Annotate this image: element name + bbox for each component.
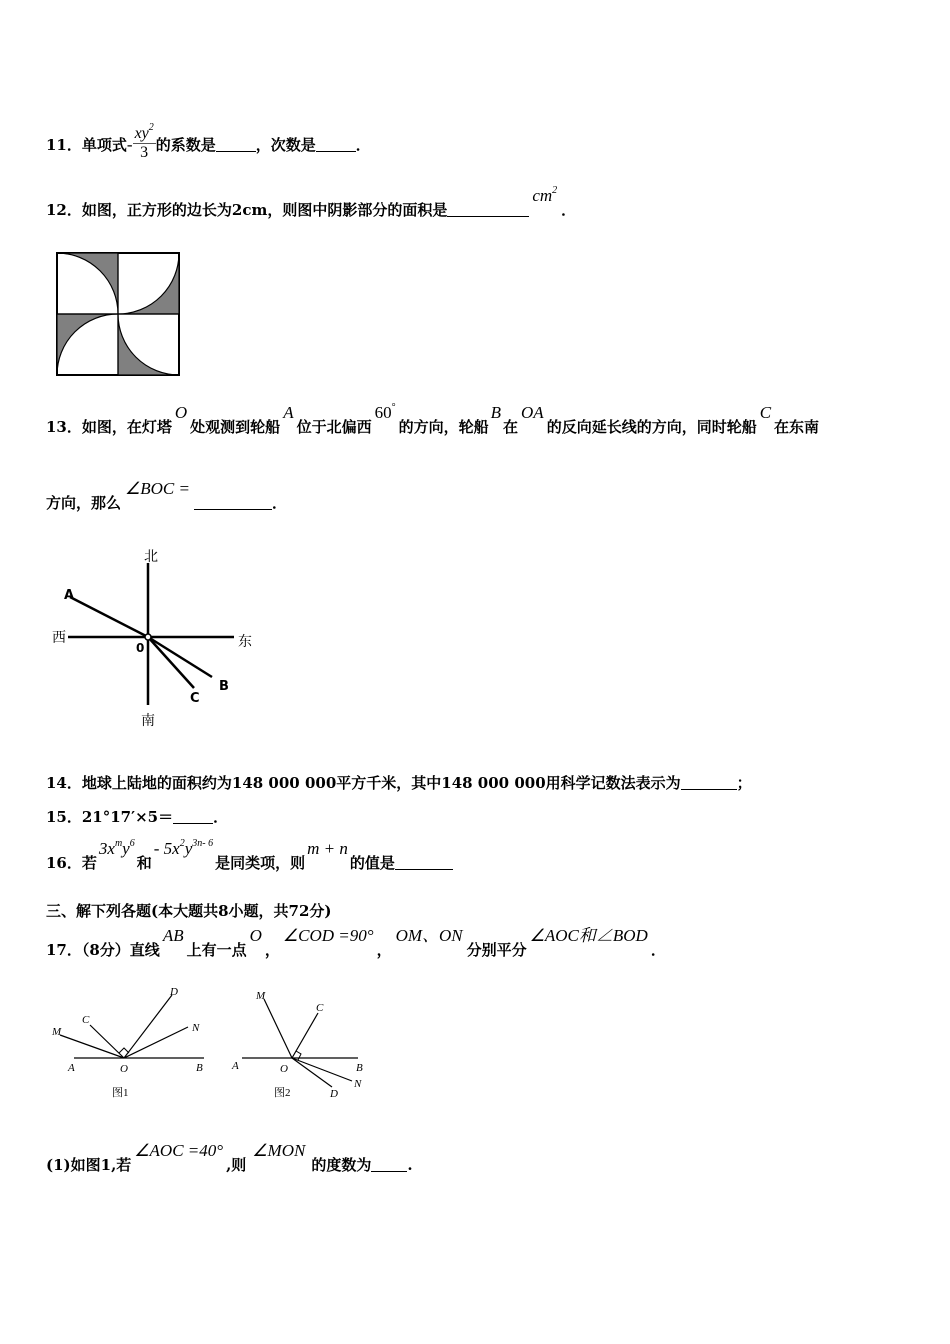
fig2-label-o: O: [280, 1063, 288, 1075]
question-text: 地球上陆地的面积约为148 000 000平方千米，其中148 000 000用科学记数法表示为: [81, 774, 681, 792]
question-text: 上有一点: [186, 941, 247, 959]
answer-blank[interactable]: [395, 855, 453, 870]
angle-mon: ∠MON: [252, 1141, 306, 1160]
label-a: A: [64, 588, 75, 603]
fig1-label-c: C: [82, 1014, 90, 1026]
question-text: 若: [81, 854, 97, 872]
punctuation: ．: [561, 201, 577, 219]
point-a: A: [283, 403, 294, 422]
answer-blank[interactable]: [681, 775, 737, 790]
question-text: 21°17′×5＝: [81, 808, 174, 826]
point-b: B: [490, 403, 501, 422]
expression-m-plus-n: m + n: [307, 839, 348, 858]
punctuation: ．: [650, 941, 666, 959]
figure-1: [44, 983, 214, 1103]
angle-aoc: ∠AOC =40°: [134, 1141, 224, 1160]
punctuation: ，: [264, 941, 280, 959]
question-number: 15．: [46, 808, 82, 826]
question-16: [46, 838, 453, 873]
punctuation: ，: [376, 941, 392, 959]
question-number: 12．: [46, 201, 82, 219]
figure-2: [228, 983, 388, 1103]
question-text: 如图，正方形的边长为2cm，则图中阴影部分的面积是: [81, 201, 448, 219]
term-2: - $5x^2y^{3n- 6}$: [153, 838, 214, 858]
answer-blank[interactable]: [173, 809, 213, 824]
angle-60: 60°: [374, 402, 396, 422]
fig2-label-b: B: [356, 1062, 363, 1074]
fig1-label-d: D: [170, 986, 178, 998]
north-label: 北: [144, 549, 158, 565]
label-c: C: [190, 691, 200, 706]
question-number: 17．（8分）直线: [46, 941, 160, 959]
fig2-label-n: N: [354, 1078, 362, 1090]
question-number: 14．: [46, 774, 82, 792]
question-text: 的方向，轮船: [398, 418, 489, 436]
east-label: 东: [238, 634, 252, 650]
fig1-label-m: M: [52, 1026, 62, 1038]
question-13: [46, 402, 820, 437]
line-ab: AB: [162, 926, 184, 945]
question-text: ,则: [226, 1156, 247, 1174]
punctuation: ；: [736, 774, 752, 792]
question-number: 13．: [46, 418, 82, 436]
minus-sign: -: [126, 135, 133, 154]
question-number: 11．: [46, 136, 82, 154]
section-heading: 三、解下列各题(本大题共8小题，共72分): [46, 902, 332, 920]
question-14: [46, 772, 752, 793]
fig1-caption: 图1: [112, 1087, 129, 1099]
question-text: 是同类项，则: [215, 854, 306, 872]
question-15: [46, 806, 228, 827]
question-number: 16．: [46, 854, 82, 872]
question-11: [46, 122, 371, 166]
label-b: B: [219, 679, 229, 694]
fig1-label-a: A: [68, 1062, 75, 1074]
question-text: 位于北偏西: [296, 418, 372, 436]
punctuation: ．: [213, 808, 229, 826]
question-text: 单项式: [81, 136, 127, 154]
bisectors-om-on: OM、ON: [395, 926, 463, 945]
punctuation: .: [407, 1156, 413, 1174]
fig2-label-d: D: [330, 1088, 338, 1100]
angle-cod: ∠COD =90°: [282, 926, 374, 945]
fig2-label-m: M: [256, 990, 266, 1002]
question-text: 的系数是: [155, 136, 216, 154]
question-17: [46, 926, 666, 960]
question-text: 如图，在灯塔: [81, 418, 172, 436]
angle-boc: ∠BOC =: [125, 479, 190, 498]
term-1: $3x^my^6$: [98, 838, 135, 858]
exponent: 2: [148, 122, 154, 133]
question-text: 方向，那么: [46, 494, 122, 512]
compass-figure: [48, 545, 260, 730]
fig2-label-a: A: [232, 1060, 239, 1072]
shaded-square-figure: [56, 252, 180, 376]
point-o: O: [174, 403, 188, 422]
fig2-label-c: C: [316, 1002, 324, 1014]
unit: $cm^2$: [532, 185, 558, 205]
question-text: 的度数为: [311, 1156, 372, 1174]
question-17-part-1: [46, 1141, 413, 1175]
question-text: 处观测到轮船: [190, 418, 281, 436]
answer-blank[interactable]: [194, 495, 272, 510]
fig1-label-o: O: [120, 1063, 128, 1075]
ray-oa: OA: [521, 403, 544, 422]
point-c: C: [759, 403, 772, 422]
question-text: 在东南: [774, 418, 820, 436]
question-12: [46, 185, 577, 220]
punctuation: ．: [355, 136, 371, 154]
answer-blank[interactable]: [371, 1157, 407, 1172]
question-text: 在: [503, 418, 519, 436]
question-text: 和: [136, 854, 152, 872]
fig1-label-b: B: [196, 1062, 203, 1074]
west-label: 西: [52, 630, 66, 646]
answer-blank[interactable]: [447, 202, 529, 217]
question-text: 的值是: [349, 854, 395, 872]
question-text: (1)如图1,若: [46, 1156, 132, 1174]
answer-blank-coefficient[interactable]: [216, 137, 256, 152]
angles-aoc-bod: ∠AOC和∠BOD: [529, 926, 648, 945]
question-text: 分别平分: [466, 941, 527, 959]
question-text: 的反向延长线的方向，同时轮船: [546, 418, 757, 436]
question-13-line2: [46, 479, 287, 513]
south-label: 南: [141, 713, 155, 729]
punctuation: ．: [271, 494, 287, 512]
fig1-label-n: N: [192, 1022, 200, 1034]
label-o: 0: [136, 641, 145, 655]
question-text: ，次数是: [255, 136, 316, 154]
fraction-denominator: 3: [140, 144, 149, 161]
point-o: O: [249, 926, 262, 945]
fraction-numerator: xy: [134, 125, 149, 142]
fig2-caption: 图2: [274, 1087, 291, 1099]
answer-blank-degree[interactable]: [316, 137, 356, 152]
fraction: [133, 122, 156, 162]
